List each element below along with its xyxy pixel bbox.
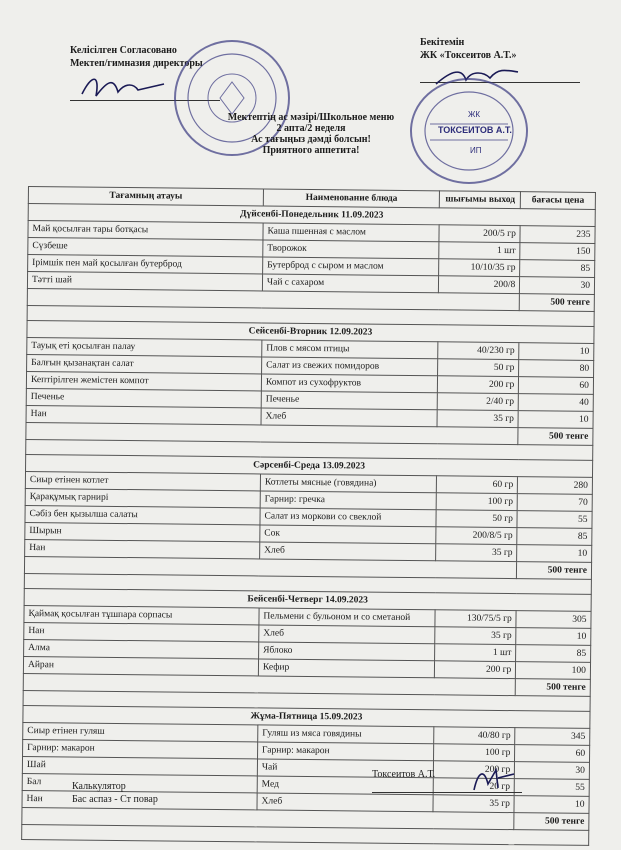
approval-block-right [420, 36, 516, 62]
dish-name-rus: Яблоко [259, 642, 436, 661]
dish-name-rus: Салат из моркови со свеклой [260, 508, 437, 527]
dish-price: 10 [516, 628, 591, 646]
dish-name-kaz: Нан [24, 622, 259, 641]
dish-name-rus: Гарнир: гречка [260, 491, 437, 510]
menu-table [21, 186, 596, 846]
dish-price: 305 [516, 611, 591, 629]
day-title: Жұма-Пятница 15.09.2023 [23, 705, 590, 728]
footer-signature [468, 764, 518, 794]
dish-price: 55 [517, 511, 592, 529]
dish-price: 40 [519, 394, 594, 412]
day-total: 500 тенге [516, 679, 591, 697]
dish-price: 10 [514, 796, 589, 814]
dish-name-rus: Мед [257, 776, 434, 795]
day-title: Дүйсенбі-Понедельник 11.09.2023 [28, 204, 595, 227]
dish-output: 40/230 гр [438, 342, 519, 360]
dish-name-rus: Салат из свежих помидоров [261, 357, 438, 376]
dish-name-rus: Компот из сухофруктов [261, 374, 438, 393]
dish-name-rus: Хлеб [261, 408, 438, 427]
dish-price: 10 [518, 411, 593, 429]
dish-name-rus: Котлеты мясные (говядина) [260, 474, 437, 493]
dish-output: 50 гр [436, 510, 517, 528]
dish-name-kaz: Сиыр етінен котлет [25, 471, 260, 490]
title-line-2: 2 апта/2 неделя [276, 123, 346, 134]
dish-output: 40/80 гр [434, 727, 515, 745]
dish-name-kaz: Тауық еті қосылған палау [27, 337, 262, 356]
dish-name-rus: Чай с сахаром [262, 274, 439, 293]
dish-name-kaz: Қарақұмық гарнирі [25, 488, 260, 507]
dish-output: 100 гр [434, 744, 515, 762]
dish-name-rus: Хлеб [257, 793, 434, 812]
dish-name-rus: Плов с мясом птицы [262, 340, 439, 359]
dish-name-rus: Кефир [258, 659, 435, 678]
dish-name-kaz: Бал [22, 773, 257, 792]
agreed-label: Келісілген Согласовано [70, 45, 177, 56]
dish-price: 55 [514, 779, 589, 797]
dish-price: 60 [515, 745, 590, 763]
dish-name-rus: Сок [260, 525, 437, 544]
dish-name-rus: Чай [257, 759, 434, 778]
dish-name-rus: Гарнир: макарон [257, 742, 434, 761]
dish-name-rus: Гуляш из мяса говядины [258, 725, 435, 744]
dish-price: 150 [520, 243, 595, 261]
dish-price: 30 [520, 277, 595, 295]
dish-name-rus: Хлеб [260, 542, 437, 561]
dish-output: 10/10/35 гр [439, 259, 520, 277]
dish-name-rus: Бутерброд с сыром и маслом [263, 257, 440, 276]
dish-output: 35 гр [437, 410, 518, 428]
dish-output: 35 гр [435, 627, 516, 645]
dish-output: 2/40 гр [438, 393, 519, 411]
dish-output: 200/5 гр [439, 225, 520, 243]
calculator-label: Калькулятор [72, 781, 126, 792]
dish-name-rus: Каша пшенная с маслом [263, 223, 440, 242]
day-total: 500 тенге [517, 562, 592, 580]
dish-name-kaz: Сәбіз бен қызылша салаты [25, 505, 260, 524]
title-line-4: Приятного аппетита! [262, 145, 360, 156]
dish-name-kaz: Нан [22, 790, 257, 809]
dish-name-kaz: Нан [25, 539, 260, 558]
day-total: 500 тенге [514, 813, 589, 831]
dish-price: 60 [519, 377, 594, 395]
dish-price: 345 [515, 728, 590, 746]
day-total: 500 тенге [520, 294, 595, 312]
day-title: Бейсенбі-Четверг 14.09.2023 [24, 588, 591, 611]
dish-name-rus: Печенье [261, 391, 438, 410]
menu-body [22, 204, 596, 846]
dish-output: 35 гр [433, 795, 514, 813]
dish-output: 200/8 [439, 276, 520, 294]
dish-name-rus: Творожок [263, 240, 440, 259]
dish-name-kaz: Ірімшік пен май қосылған бутерброд [28, 255, 263, 274]
dish-price: 80 [519, 360, 594, 378]
dish-name-kaz: Сүзбеше [28, 238, 263, 257]
col-header-price: бағасы цена [521, 192, 596, 210]
dish-output: 100 гр [437, 493, 518, 511]
menu-title [196, 112, 426, 156]
dish-price: 85 [516, 645, 591, 663]
day-total: 500 тенге [518, 428, 593, 446]
approve-label: Бекітемін [420, 37, 465, 48]
dish-price: 85 [517, 528, 592, 546]
dish-price: 70 [517, 494, 592, 512]
director-signature [78, 70, 168, 104]
dish-output: 200 гр [435, 661, 516, 679]
dish-output: 200 гр [434, 761, 515, 779]
approver-label: ЖК «Токсеитов А.Т.» [420, 50, 517, 61]
col-header-rus: Наименование блюда [263, 189, 440, 208]
dish-name-kaz: Кептірілген жемістен компот [26, 371, 261, 390]
dish-name-kaz: Шырын [25, 522, 260, 541]
dish-price: 235 [520, 226, 595, 244]
dish-output: 200 гр [438, 376, 519, 394]
dish-name-kaz: Сиыр етінен гуляш [23, 722, 258, 741]
dish-name-kaz: Нан [26, 405, 261, 424]
dish-name-kaz: Май қосылған тары ботқасы [28, 221, 263, 240]
director-label: Мектеп/гимназия директоры [70, 58, 203, 69]
dish-output: 1 шт [435, 644, 516, 662]
col-header-kaz: Тағамның атауы [28, 187, 263, 206]
dish-name-rus: Хлеб [259, 625, 436, 644]
dish-price: 100 [516, 662, 591, 680]
day-title: Сәрсенбі-Среда 13.09.2023 [26, 454, 593, 477]
dish-price: 280 [518, 477, 593, 495]
dish-output: 130/75/5 гр [435, 610, 516, 628]
day-title: Сейсенбі-Вторник 12.09.2023 [27, 320, 594, 343]
dish-price: 10 [519, 343, 594, 361]
stamp-ip: ИП [470, 146, 482, 155]
dish-price: 30 [515, 762, 590, 780]
dish-name-kaz: Балғын қызанақтан салат [27, 354, 262, 373]
dish-price: 10 [517, 545, 592, 563]
title-line-3: Ас тағыңыз дәмді болсын! [251, 134, 371, 145]
footer-left [72, 780, 158, 806]
dish-name-kaz: Қаймақ қосылған тұшпара сорпасы [24, 605, 259, 624]
dish-name-rus: Пельмени с бульоном и со сметаной [259, 608, 436, 627]
dish-name-kaz: Шай [22, 756, 257, 775]
stamp-jk: ЖК [468, 110, 481, 119]
title-line-1: Мектептің ас мәзірі/Школьное меню [227, 112, 395, 123]
dish-name-kaz: Айран [23, 656, 258, 675]
dish-name-kaz: Алма [24, 639, 259, 658]
footer-signer-name: Токсеитов А.Т. [372, 769, 436, 780]
chef-label: Бас аспаз - Ст повар [72, 794, 158, 805]
stamp-name: ТОКСЕИТОВ А.Т. [438, 125, 512, 135]
dish-output: 50 гр [438, 359, 519, 377]
dish-output: 200/8/5 гр [436, 527, 517, 545]
dish-name-kaz: Печенье [26, 388, 261, 407]
dish-output: 20 гр [434, 778, 515, 796]
col-header-output: шығымы выход [440, 191, 521, 209]
dish-name-kaz: Тәтті шай [27, 272, 262, 291]
dish-name-kaz: Гарнир: макарон [23, 739, 258, 758]
dish-price: 85 [520, 260, 595, 278]
dish-output: 35 гр [436, 544, 517, 562]
dish-output: 1 шт [439, 242, 520, 260]
dish-output: 60 гр [437, 476, 518, 494]
